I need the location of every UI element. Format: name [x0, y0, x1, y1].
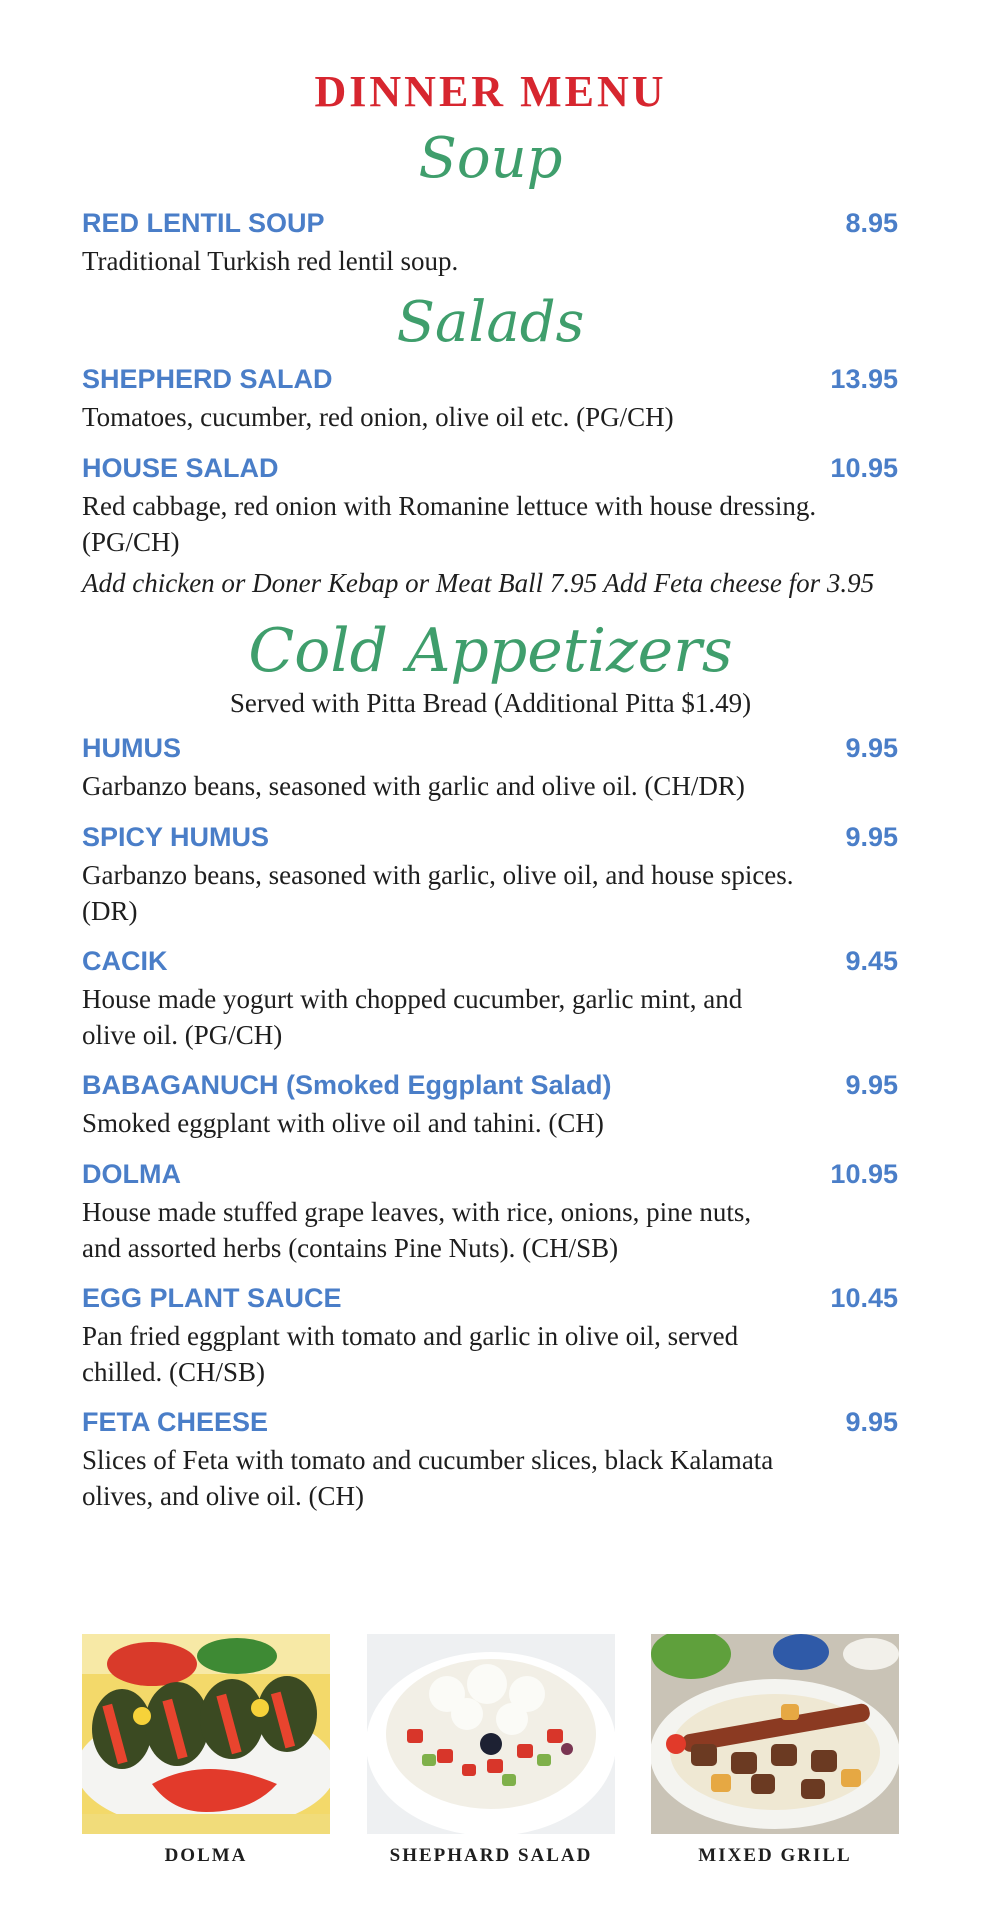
- menu-item-red-lentil-soup: [82, 208, 898, 279]
- item-price: 10.45: [830, 1283, 898, 1313]
- item-price: 9.95: [845, 822, 898, 852]
- item-description-line: olive oil. (PG/CH): [82, 1020, 283, 1050]
- photo-caption: SHEPHARD SALAD: [389, 1845, 593, 1866]
- item-description: Traditional Turkish red lentil soup.: [82, 246, 459, 276]
- item-price: 8.95: [845, 208, 898, 238]
- salad-photo: [367, 1634, 615, 1834]
- grill-photo: [651, 1634, 899, 1834]
- menu-item-egg-plant-sauce: [82, 1283, 898, 1390]
- item-description-line: olives, and olive oil. (CH): [82, 1481, 364, 1511]
- item-description: Garbanzo beans, seasoned with garlic and olive oil. (CH/DR): [82, 771, 745, 801]
- item-description-line: (DR): [82, 896, 138, 926]
- item-description: Tomatoes, cucumber, red onion, olive oil etc. (PG/CH): [82, 402, 674, 432]
- menu-item-shepherd-salad: [82, 364, 898, 435]
- item-name: FETA CHEESE: [82, 1407, 269, 1437]
- item-description: [82, 1318, 898, 1390]
- item-description: Smoked eggplant with olive oil and tahini. (CH): [82, 1108, 604, 1138]
- item-description-line: Slices of Feta with tomato and cucumber slices, black Kalamata: [82, 1445, 774, 1475]
- photo-caption: MIXED GRILL: [698, 1845, 852, 1866]
- item-price: 9.45: [845, 946, 898, 976]
- menu-item-spicy-humus: [82, 822, 898, 929]
- photo-caption: DOLMA: [164, 1845, 248, 1866]
- item-description: [82, 981, 898, 1053]
- item-name: CACIK: [82, 946, 168, 976]
- item-price: 9.95: [845, 1407, 898, 1437]
- item-description-line: chilled. (CH/SB): [82, 1357, 265, 1387]
- item-description-line: (PG/CH): [82, 527, 180, 557]
- menu-title: DINNER MENU: [314, 67, 667, 116]
- item-name: EGG PLANT SAUCE: [82, 1283, 342, 1313]
- item-description: [82, 857, 898, 929]
- dolma-photo: [82, 1634, 330, 1834]
- item-description: [82, 1442, 898, 1514]
- item-description-line: House made stuffed grape leaves, with rice, onions, pine nuts,: [82, 1197, 752, 1227]
- item-price: 9.95: [845, 1070, 898, 1100]
- item-name: SHEPHERD SALAD: [82, 364, 333, 394]
- item-name: DOLMA: [82, 1159, 181, 1189]
- item-description-line: House made yogurt with chopped cucumber, garlic mint, and: [82, 984, 743, 1014]
- menu-item-humus: [82, 733, 898, 804]
- salad-addon-note: Add chicken or Doner Kebap or Meat Ball 7.95 Add Feta cheese for 3.95: [82, 568, 875, 598]
- item-price: 10.95: [830, 453, 898, 483]
- soup-heading: Soup: [418, 126, 563, 191]
- item-name: HUMUS: [82, 733, 181, 763]
- item-description: [82, 488, 898, 560]
- item-description-line: and assorted herbs (contains Pine Nuts). (CH/SB): [82, 1233, 619, 1263]
- menu-item-babaganuch: [82, 1070, 898, 1141]
- item-name: SPICY HUMUS: [82, 822, 270, 852]
- item-description: [82, 1194, 898, 1266]
- item-price: 10.95: [830, 1159, 898, 1189]
- item-description-line: Garbanzo beans, seasoned with garlic, olive oil, and house spices.: [82, 860, 794, 890]
- item-price: 9.95: [845, 733, 898, 763]
- menu-item-cacik: [82, 946, 898, 1053]
- menu-item-dolma: [82, 1159, 898, 1266]
- menu-item-house-salad: [82, 453, 898, 560]
- cold-appetizers-heading: Cold Appetizers: [248, 616, 733, 686]
- salads-heading: Salads: [396, 290, 585, 355]
- item-name: BABAGANUCH (Smoked Eggplant Salad): [82, 1070, 612, 1100]
- item-name: HOUSE SALAD: [82, 453, 279, 483]
- item-description-line: Pan fried eggplant with tomato and garlic in olive oil, served: [82, 1321, 739, 1351]
- item-price: 13.95: [830, 364, 898, 394]
- item-name: RED LENTIL SOUP: [82, 208, 325, 238]
- item-description-line: Red cabbage, red onion with Romanine lettuce with house dressing.: [82, 491, 817, 521]
- menu-item-feta-cheese: [82, 1407, 898, 1514]
- cold-appetizers-subheading: Served with Pitta Bread (Additional Pitta $1.49): [229, 688, 752, 718]
